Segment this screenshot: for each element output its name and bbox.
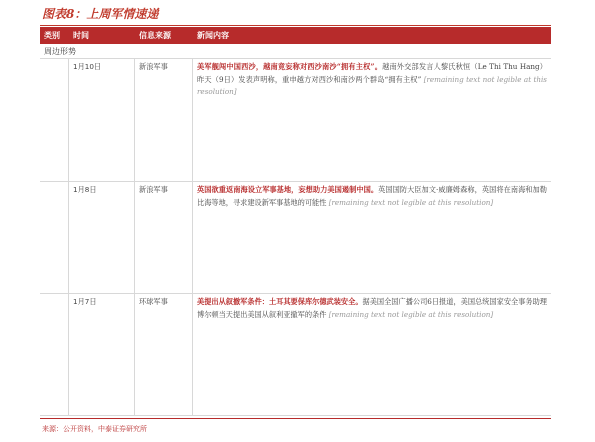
- title-divider: [40, 25, 551, 26]
- category-cell: [40, 59, 69, 181]
- news-body: 据美国全国广播公司6日报道，美国总统国家安全事务助理博尔顿当天提出美国从叙利亚撤军的条件: [197, 297, 547, 319]
- bottom-divider: [40, 418, 551, 419]
- date-cell: 1月8日: [69, 182, 135, 293]
- table-row: [40, 182, 551, 294]
- category-cell: [40, 294, 69, 415]
- date-cell: 1月7日: [69, 294, 135, 415]
- news-body: 越南外交部发言人黎氏秋恒（Le Thi Thu Hang）昨天（9日）发表声明称，重申越方对西沙和南沙两个群岛“拥有主权”: [197, 62, 547, 84]
- unread-placeholder: [remaining text not legible at this resolution]: [328, 197, 494, 207]
- header-category: 类别: [44, 31, 60, 40]
- unread-placeholder: [remaining text not legible at this resolution]: [197, 74, 548, 97]
- news-body: 英国国防大臣加文·威廉姆森称，英国将在南海和加勒比海等地，寻求建设新军事基地的可能性: [197, 185, 547, 207]
- date-cell: 1月10日: [69, 59, 135, 181]
- figure-title: 图表8：上周军情速递: [42, 7, 159, 21]
- category-cell: [40, 182, 69, 293]
- news-headline: 英国欲重返南海设立军事基地，妄想助力美国遏制中国。: [197, 185, 379, 194]
- news-content: [193, 294, 551, 415]
- section-label: 周边形势: [40, 44, 551, 59]
- source-note: 来源：公开资料，中泰证券研究所: [42, 425, 147, 433]
- news-content: [193, 182, 551, 293]
- news-table: [40, 27, 551, 416]
- header-time: 时间: [73, 31, 89, 40]
- unread-placeholder: [remaining text not legible at this resolution]: [328, 309, 494, 319]
- news-headline: 美提出从叙撤军条件：土耳其要保库尔德武装安全。: [197, 297, 363, 306]
- news-content: [193, 59, 551, 181]
- source-cell: 新浪军事: [135, 182, 193, 293]
- header-content: 新闻内容: [197, 31, 229, 40]
- source-cell: 环球军事: [135, 294, 193, 415]
- table-row: [40, 294, 551, 416]
- table-header: [40, 27, 551, 44]
- news-headline: 美军舰闯中国西沙，越南竟妄称对西沙南沙“拥有主权”。: [197, 62, 383, 71]
- source-cell: 新浪军事: [135, 59, 193, 181]
- header-source: 信息来源: [139, 31, 171, 40]
- table-row: [40, 59, 551, 182]
